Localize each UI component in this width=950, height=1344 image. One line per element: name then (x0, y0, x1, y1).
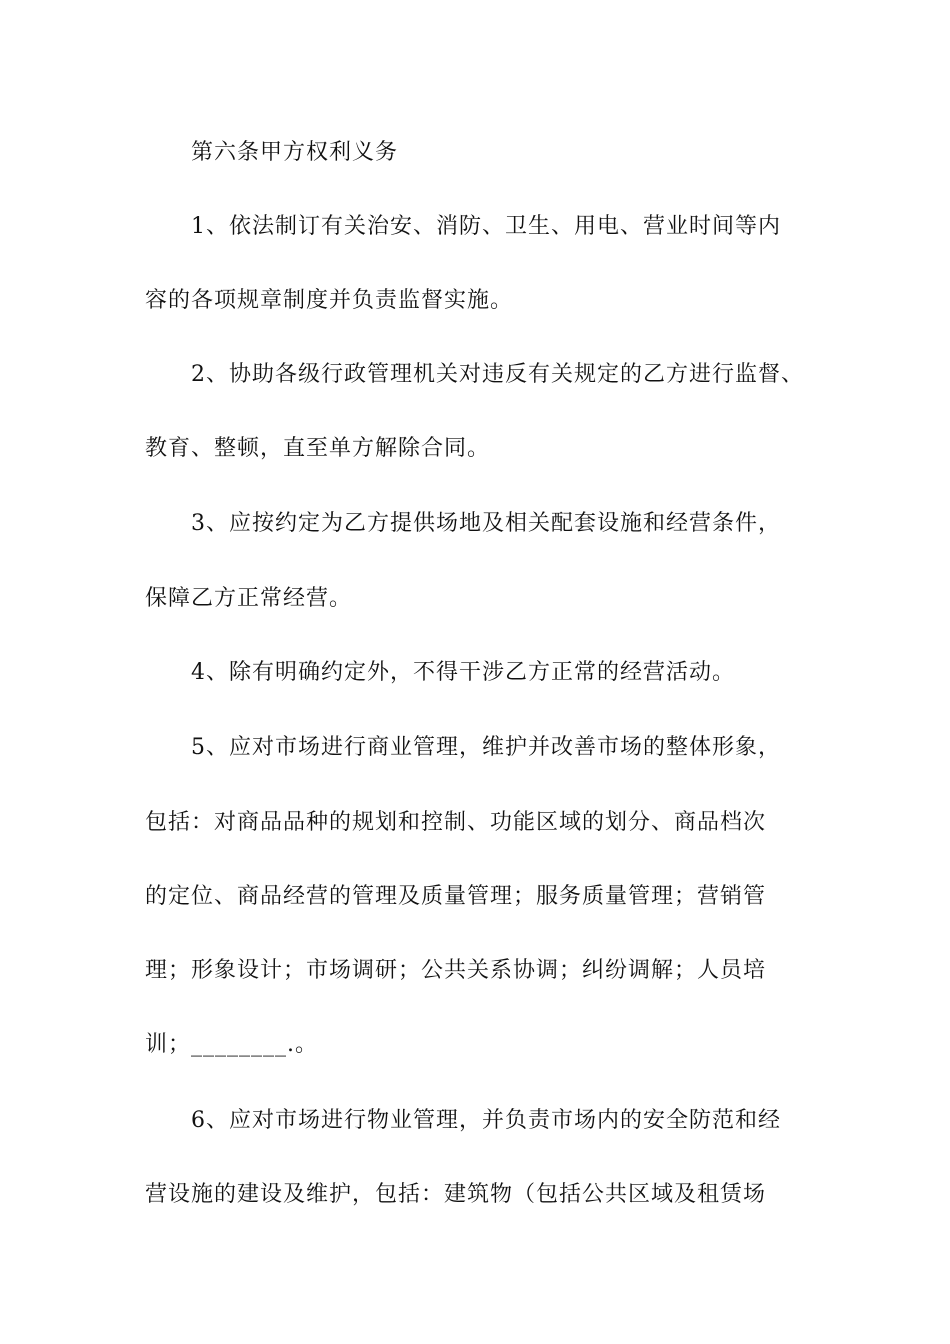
paragraph-line: 的定位、商品经营的管理及质量管理；服务质量管理；营销管 (145, 884, 767, 909)
paragraph-line: 6、应对市场进行物业管理，并负责市场内的安全防范和经 (191, 1108, 781, 1133)
paragraph-line: 3、应按约定为乙方提供场地及相关配套设施和经营条件， (191, 511, 781, 536)
paragraph-line: 1、依法制订有关治安、消防、卫生、用电、营业时间等内 (191, 214, 781, 239)
paragraph-line: 包括：对商品品种的规划和控制、功能区域的划分、商品档次 (145, 810, 767, 835)
paragraph-line: 保障乙方正常经营。 (145, 586, 353, 611)
paragraph-line: 理；形象设计；市场调研；公共关系协调；纠纷调解；人员培 (145, 958, 767, 983)
paragraph-line: 教育、整顿，直至单方解除合同。 (145, 436, 491, 461)
paragraph-line: 容的各项规章制度并负责监督实施。 (145, 288, 514, 313)
article-heading: 第六条甲方权利义务 (191, 140, 399, 165)
paragraph-line: 5、应对市场进行商业管理，维护并改善市场的整体形象， (191, 735, 781, 760)
paragraph-line: 2、协助各级行政管理机关对违反有关规定的乙方进行监督、 (191, 362, 804, 387)
paragraph-line: 营设施的建设及维护，包括：建筑物（包括公共区域及租赁场 (145, 1182, 767, 1207)
paragraph-line: 训；________.。 (145, 1032, 318, 1057)
paragraph-line: 4、除有明确约定外，不得干涉乙方正常的经营活动。 (191, 660, 735, 685)
